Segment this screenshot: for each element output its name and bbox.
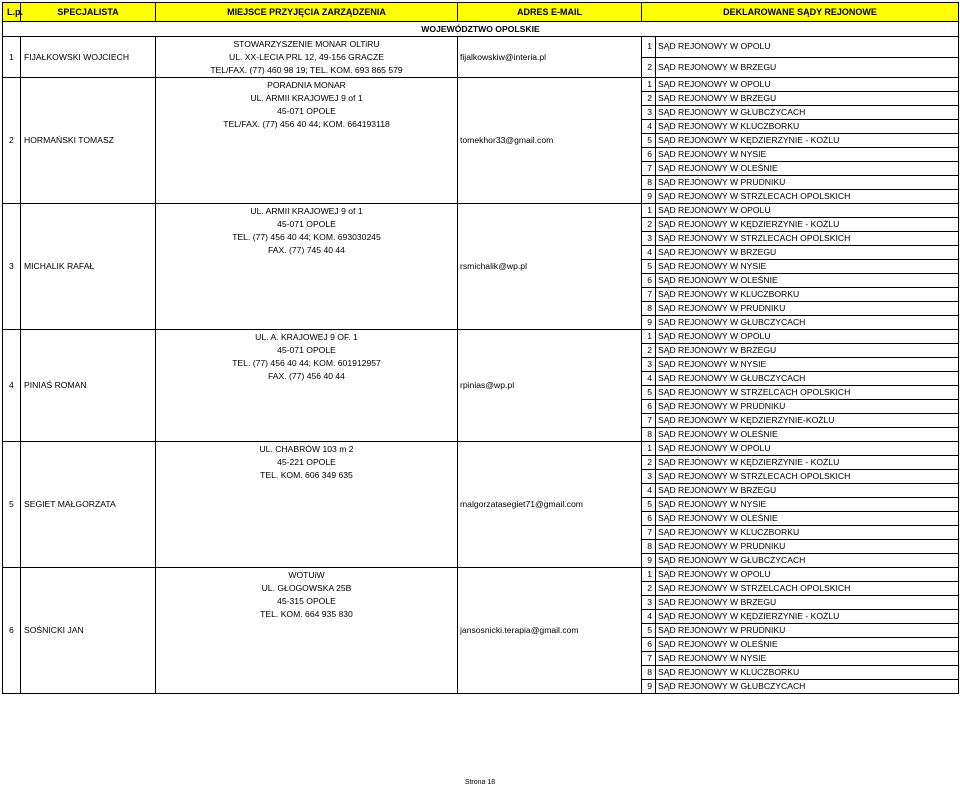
court-name: SĄD REJONOWY W BRZEGU <box>656 246 959 260</box>
court-index: 4 <box>642 610 656 624</box>
specialist-name: MICHALIK RAFAŁ <box>21 204 156 330</box>
court-index: 5 <box>642 386 656 400</box>
court-name: SĄD REJONOWY W KLUCZBORKU <box>656 120 959 134</box>
entry-number: 3 <box>3 204 21 330</box>
court-index: 8 <box>642 666 656 680</box>
table-row <box>3 204 959 218</box>
region-label: WOJEWÓDZTWO OPOLSKIE <box>3 22 959 37</box>
court-name: SĄD REJONOWY W KĘDZIERZYNIE - KOŻLU <box>656 134 959 148</box>
court-name: SĄD REJONOWY W OLEŚNIE <box>656 162 959 176</box>
court-name: SĄD REJONOWY W STRZLECACH OPOLSKICH <box>656 470 959 484</box>
address-cell <box>156 204 458 330</box>
court-index: 4 <box>642 246 656 260</box>
header-specialist: SPECJALISTA <box>21 3 156 22</box>
court-name: SĄD REJONOWY W OPOLU <box>656 442 959 456</box>
entry-number: 4 <box>3 330 21 442</box>
court-index: 9 <box>642 680 656 694</box>
address-line: FAX. (77) 745 40 44 <box>268 245 345 255</box>
table-row <box>3 568 959 582</box>
email-address: rpinias@wp.pl <box>458 330 642 442</box>
entry-number: 1 <box>3 37 21 78</box>
court-name: SĄD REJONOWY W KLUCZBORKU <box>656 526 959 540</box>
address-line: 45-071 OPOLE <box>277 345 336 355</box>
address-line: UL. XX-LECIA PRL 12, 49-156 GRACZE <box>229 52 384 62</box>
court-name: SĄD REJONOWY W OPOLU <box>656 204 959 218</box>
court-name: SĄD REJONOWY W NYSIE <box>656 260 959 274</box>
court-index: 4 <box>642 484 656 498</box>
table-row <box>3 442 959 456</box>
court-index: 8 <box>642 302 656 316</box>
court-index: 8 <box>642 540 656 554</box>
specialist-name: FIJAŁKOWSKI WOJCIECH <box>21 37 156 78</box>
table-row <box>3 78 959 92</box>
email-address: jansosnicki.terapia@gmail.com <box>458 568 642 694</box>
court-index: 5 <box>642 624 656 638</box>
court-index: 7 <box>642 162 656 176</box>
court-name: SĄD REJONOWY W BRZEGU <box>656 484 959 498</box>
court-index: 3 <box>642 470 656 484</box>
address-line: PORADNIA MONAR <box>267 80 346 90</box>
specialist-name: PINIAŚ ROMAN <box>21 330 156 442</box>
email-address: malgorzatasegiet71@gmail.com <box>458 442 642 568</box>
address-line: UL. CHABRÓW 103 m 2 <box>259 444 354 454</box>
court-index: 9 <box>642 316 656 330</box>
address-cell <box>156 330 458 442</box>
court-name: SĄD REJONOWY W OLEŚNIE <box>656 274 959 288</box>
email-address: tomekhor33@gmail.com <box>458 78 642 204</box>
court-name: SĄD REJONOWY W NYSIE <box>656 358 959 372</box>
table-row <box>3 37 959 58</box>
court-index: 7 <box>642 652 656 666</box>
address-line: WOTUiW <box>288 570 325 580</box>
court-index: 4 <box>642 372 656 386</box>
court-name: SĄD REJONOWY W STRZLECACH OPOLSKICH <box>656 232 959 246</box>
address-line: TEL/FAX. (77) 460 98 19; TEL. KOM. 693 865 579 <box>210 65 403 75</box>
email-address: fijalkowskiw@interia.pl <box>458 37 642 78</box>
court-index: 6 <box>642 400 656 414</box>
court-index: 5 <box>642 260 656 274</box>
court-name: SĄD REJONOWY W STRZLECACH OPOLSKICH <box>656 190 959 204</box>
entry-number: 6 <box>3 568 21 694</box>
court-index: 7 <box>642 288 656 302</box>
court-index: 8 <box>642 176 656 190</box>
specialists-table <box>2 2 959 694</box>
page-number: Strona 18 <box>464 779 496 786</box>
court-name: SĄD REJONOWY W BRZEGU <box>656 596 959 610</box>
specialist-name: SOŚNICKI JAN <box>21 568 156 694</box>
court-index: 6 <box>642 148 656 162</box>
court-name: SĄD REJONOWY W KĘDZIERZYNIE - KOŻLU <box>656 456 959 470</box>
address-line: STOWARZYSZENIE MONAR OLTiRU <box>233 39 380 49</box>
court-index: 5 <box>642 498 656 512</box>
court-name: SĄD REJONOWY W NYSIE <box>656 148 959 162</box>
court-index: 6 <box>642 274 656 288</box>
court-index: 2 <box>642 92 656 106</box>
court-name: SĄD REJONOWY W OPOLU <box>656 568 959 582</box>
address-line: 45-221 OPOLE <box>277 457 336 467</box>
header-row <box>3 3 959 22</box>
address-line: 45-315 OPOLE <box>277 596 336 606</box>
address-cell <box>156 442 458 568</box>
header-courts: DEKLAROWANE SĄDY REJONOWE <box>642 3 959 22</box>
court-name: SĄD REJONOWY W GŁUBCZYCACH <box>656 554 959 568</box>
court-index: 3 <box>642 106 656 120</box>
court-index: 2 <box>642 582 656 596</box>
court-index: 6 <box>642 638 656 652</box>
court-index: 7 <box>642 526 656 540</box>
address-line: TEL. KOM. 664 935 830 <box>260 609 353 619</box>
court-index: 7 <box>642 414 656 428</box>
court-index: 2 <box>642 218 656 232</box>
court-index: 3 <box>642 232 656 246</box>
entry-number: 2 <box>3 78 21 204</box>
court-name: SĄD REJONOWY W PRUDNIKU <box>656 302 959 316</box>
address-line: 45-071 OPOLE <box>277 106 336 116</box>
entry-number: 5 <box>3 442 21 568</box>
email-address: rsmichalik@wp.pl <box>458 204 642 330</box>
address-line: TEL. (77) 456 40 44; KOM. 693030245 <box>232 232 381 242</box>
court-index: 1 <box>642 568 656 582</box>
court-index: 1 <box>642 204 656 218</box>
address-cell <box>156 78 458 204</box>
court-name: SĄD REJONOWY W GŁUBCZYCACH <box>656 372 959 386</box>
court-name: SĄD REJONOWY W OPOLU <box>656 37 959 58</box>
header-place: MIEJSCE PRZYJĘCIA ZARZĄDZENIA <box>156 3 458 22</box>
header-email: ADRES E-MAIL <box>458 3 642 22</box>
table-body <box>3 22 959 694</box>
court-index: 2 <box>642 456 656 470</box>
court-name: SĄD REJONOWY W KĘDZIERZYNIE-KOŻLU <box>656 414 959 428</box>
court-name: SĄD REJONOWY W KĘDZIERZYNIE - KOŻLU <box>656 610 959 624</box>
address-line: UL. A. KRAJOWEJ 9 OF. 1 <box>255 332 358 342</box>
court-name: SĄD REJONOWY W STRZELCACH OPOLSKICH <box>656 582 959 596</box>
court-name: SĄD REJONOWY W NYSIE <box>656 652 959 666</box>
address-line: TEL. (77) 456 40 44; KOM. 601912957 <box>232 358 381 368</box>
court-name: SĄD REJONOWY W BRZEGU <box>656 344 959 358</box>
court-name: SĄD REJONOWY W OPOLU <box>656 330 959 344</box>
address-line: UL. GŁOGOWSKA 25B <box>261 583 352 593</box>
table-row <box>3 330 959 344</box>
court-name: SĄD REJONOWY W OLEŚNIE <box>656 428 959 442</box>
court-index: 2 <box>642 344 656 358</box>
court-name: SĄD REJONOWY W GŁUBCZYCACH <box>656 680 959 694</box>
region-row <box>3 22 959 37</box>
court-name: SĄD REJONOWY W NYSIE <box>656 498 959 512</box>
court-name: SĄD REJONOWY W PRUDNIKU <box>656 400 959 414</box>
court-index: 5 <box>642 134 656 148</box>
address-line: TEL/FAX. (77) 456 40 44; KOM. 664193118 <box>223 119 390 129</box>
court-index: 1 <box>642 37 656 58</box>
specialist-name: SEGIET MAŁGORZATA <box>21 442 156 568</box>
court-index: 1 <box>642 78 656 92</box>
court-name: SĄD REJONOWY W GŁUBCZYCACH <box>656 316 959 330</box>
court-name: SĄD REJONOWY W GŁUBCZYCACH <box>656 106 959 120</box>
court-name: SĄD REJONOWY W KLUCZBORKU <box>656 666 959 680</box>
header-lp: L.p. <box>3 3 21 22</box>
court-name: SĄD REJONOWY W KLUCZBORKU <box>656 288 959 302</box>
address-line: 45-071 OPOLE <box>277 219 336 229</box>
court-name: SĄD REJONOWY W PRUDNIKU <box>656 624 959 638</box>
court-index: 2 <box>642 57 656 78</box>
court-index: 1 <box>642 442 656 456</box>
court-index: 3 <box>642 358 656 372</box>
court-index: 9 <box>642 190 656 204</box>
court-index: 6 <box>642 512 656 526</box>
address-line: TEL. KOM. 606 349 635 <box>260 470 353 480</box>
court-name: SĄD REJONOWY W OLEŚNIE <box>656 638 959 652</box>
specialist-name: HORMAŃSKI TOMASZ <box>21 78 156 204</box>
address-cell <box>156 37 458 78</box>
court-name: SĄD REJONOWY W STRZELCACH OPOLSKICH <box>656 386 959 400</box>
court-index: 4 <box>642 120 656 134</box>
address-cell <box>156 568 458 694</box>
court-name: SĄD REJONOWY W OLEŚNIE <box>656 512 959 526</box>
address-line: FAX. (77) 456 40 44 <box>268 371 345 381</box>
court-name: SĄD REJONOWY W KĘDZIERZYNIE - KOŻLU <box>656 218 959 232</box>
court-name: SĄD REJONOWY W PRUDNIKU <box>656 176 959 190</box>
address-line: UL. ARMII KRAJOWEJ 9 of 1 <box>250 206 363 216</box>
court-index: 8 <box>642 428 656 442</box>
court-index: 9 <box>642 554 656 568</box>
court-index: 3 <box>642 596 656 610</box>
address-line: UL. ARMII KRAJOWEJ 9 of 1 <box>250 93 363 103</box>
court-name: SĄD REJONOWY W BRZEGU <box>656 92 959 106</box>
court-name: SĄD REJONOWY W OPOLU <box>656 78 959 92</box>
court-name: SĄD REJONOWY W PRUDNIKU <box>656 540 959 554</box>
court-index: 1 <box>642 330 656 344</box>
court-name: SĄD REJONOWY W BRZEGU <box>656 57 959 78</box>
